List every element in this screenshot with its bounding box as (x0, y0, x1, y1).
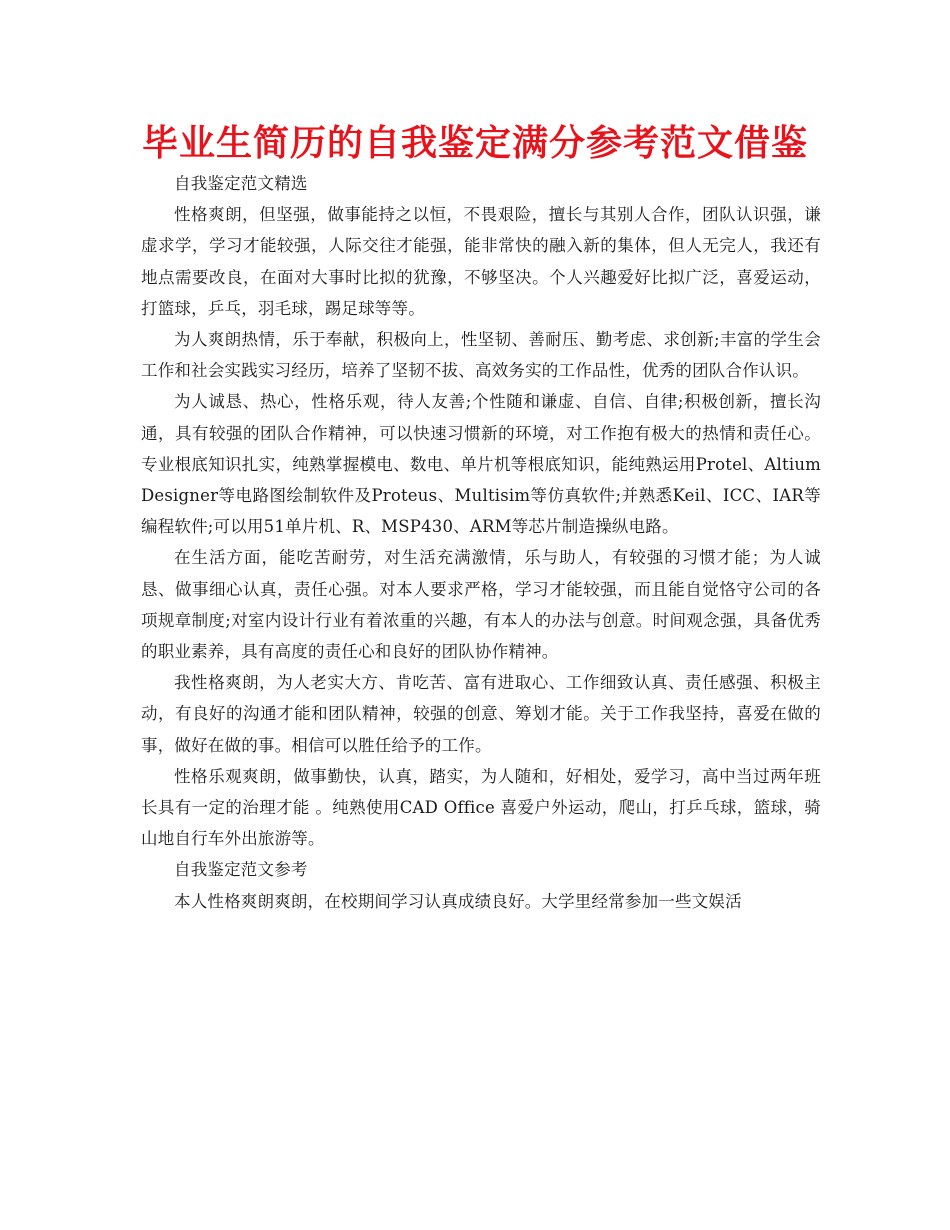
paragraph-1: 性格爽朗，但坚强，做事能持之以恒，不畏艰险，擅长与其别人合作，团队认识强，谦虚求学，学习才能较强，人际交往才能强，能非常快的融入新的集体，但人无完人，我还有地点需要改良，在面对大事时比拟的犹豫，不够坚决。个人兴趣爱好比拟广泛，喜爱运动，打篮球，乒乓，羽毛球，踢足球等等。 (141, 205, 821, 318)
document-body (141, 168, 821, 917)
paragraph-3: 为人诚恳、热心，性格乐观，待人友善;个性随和谦虚、自信、自律;积极创新，擅长沟通，具有较强的团队合作精神，可以快速习惯新的环境，对工作抱有极大的热情和责任心。专业根底知识扎实，纯熟掌握模电、数电、单片机等根底知识，能纯熟运用Protel、Altium Designer等电路图绘制软件及Proteus、Multisim等仿真软件;并熟悉Keil、ICC、IAR等编程软件;可以用51单片机、R、MSP430、ARM等芯片制造操纵电路。 (141, 392, 821, 537)
paragraph-4: 在生活方面，能吃苦耐劳，对生活充满激情，乐与助人，有较强的习惯才能；为人诚恳、做事细心认真，责任心强。对本人要求严格，学习才能较强，而且能自觉恪守公司的各项规章制度;对室内设计行业有着浓重的兴趣，有本人的办法与创意。时间观念强，具备优秀的职业素养，具有高度的责任心和良好的团队协作精神。 (141, 548, 821, 662)
document-title: 毕业生简历的自我鉴定满分参考范文借鉴 (141, 123, 808, 164)
paragraph-6: 性格乐观爽朗，做事勤快，认真，踏实，为人随和，好相处，爱学习，高中当过两年班长具有一定的治理才能 。纯熟使用CAD Office 喜爱户外运动，爬山，打乒乓球，篮球，骑山地自行车外出旅游等。 (141, 766, 821, 849)
paragraph-7: 本人性格爽朗爽朗，在校期间学习认真成绩良好。大学里经常参加一些文娱活 (174, 891, 742, 911)
paragraph-5: 我性格爽朗，为人老实大方、肯吃苦、富有进取心、工作细致认真、责任感强、积极主动，有良好的沟通才能和团队精神，较强的创意、筹划才能。关于工作我坚持，喜爱在做的事，做好在做的事。相信可以胜任给予的工作。 (141, 673, 821, 755)
paragraph-2: 为人爽朗热情，乐于奉献，积极向上，性坚韧、善耐压、勤考虑、求创新;丰富的学生会工作和社会实践实习经历，培养了坚韧不拔、高效务实的工作品性，优秀的团队合作认识。 (141, 330, 821, 381)
section-heading-featured: 自我鉴定范文精选 (174, 174, 308, 193)
section-heading-reference: 自我鉴定范文参考 (174, 860, 308, 880)
